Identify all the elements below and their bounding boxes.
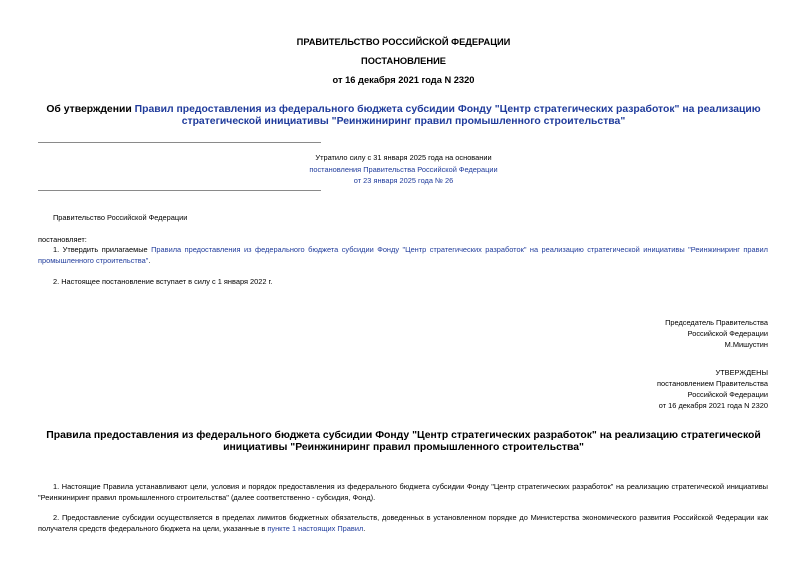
- signature-name: М.Мишустин: [724, 340, 768, 349]
- body-item-2: 2. Настоящее постановление вступает в силу с 1 января 2022 г.: [53, 277, 273, 286]
- title-rules-link[interactable]: Правил предоставления из федерального бюджета субсидии Фонду "Центр стратегических разработок" на реализацию стратегической инициативы "Реинжиниринг правил промышленного строительства": [134, 104, 761, 127]
- government-name: ПРАВИТЕЛЬСТВО РОССИЙСКОЙ ФЕДЕРАЦИИ: [296, 37, 511, 47]
- document-title: [40, 104, 767, 128]
- p2-text: 2. Предоставление субсидии осуществляется в пределах лимитов бюджетных обязательств, доведенных в установленном порядке до Министерства экономического развития Российской Федерации как получателя средств федерального бюджета на цели, указанные в: [38, 513, 768, 533]
- status-repeal-link-date[interactable]: от 23 января 2025 года № 26: [353, 176, 454, 185]
- approved-line-4: от 16 декабря 2021 года N 2320: [658, 401, 768, 410]
- p2-end: .: [363, 524, 366, 533]
- status-bottom-rule: [38, 190, 321, 191]
- status-line-1: Утратило силу с 31 января 2025 года на основании: [315, 153, 492, 162]
- item1-prefix: 1. Утвердить прилагаемые: [53, 245, 152, 254]
- approved-line-1: УТВЕРЖДЕНЫ: [715, 368, 768, 377]
- item1-rules-link[interactable]: Правила предоставления из федерального бюджета субсидии Фонду "Центр стратегических разработок" на реализацию стратегической инициативы "Реинжиниринг правил промышленного строительства": [38, 245, 768, 265]
- item1-suffix: .: [148, 256, 151, 265]
- approved-block: [500, 367, 768, 411]
- p2-clause-link[interactable]: пункте 1 настоящих Правил: [267, 524, 364, 533]
- status-box: [230, 152, 577, 187]
- rules-paragraph-1: 1. Настоящие Правила устанавливают цели, условия и порядок предоставления из федерального бюджета субсидии Фонду "Центр стратегических разработок" на реализацию стратегической инициативы "Реинжиниринг правил промышленного строительства" (далее соответственно - субсидия, Фонд).: [38, 482, 768, 502]
- signature-block: [500, 317, 768, 350]
- document-date-number: от 16 декабря 2021 года N 2320: [332, 75, 475, 85]
- signature-line-2: Российской Федерации: [687, 329, 768, 338]
- document-type: ПОСТАНОВЛЕНИЕ: [361, 56, 446, 66]
- rules-title: Правила предоставления из федерального бюджета субсидии Фонду "Центр стратегических разработок" на реализацию стратегической инициативы "Реинжиниринг правил промышленного строительства": [46, 430, 761, 453]
- approved-line-2: постановлением Правительства: [657, 379, 768, 388]
- body-government-line: Правительство Российской Федерации: [53, 213, 188, 222]
- signature-line-1: Председатель Правительства: [665, 318, 768, 327]
- status-repeal-link[interactable]: постановления Правительства Российской Федерации: [309, 164, 498, 174]
- title-prefix: Об утверждении: [46, 104, 135, 115]
- status-top-rule: [38, 142, 321, 143]
- body-item-1: [38, 244, 768, 266]
- rules-paragraph-2: [38, 512, 768, 534]
- body-decrees: постановляет:: [38, 235, 87, 244]
- approved-line-3: Российской Федерации: [687, 390, 768, 399]
